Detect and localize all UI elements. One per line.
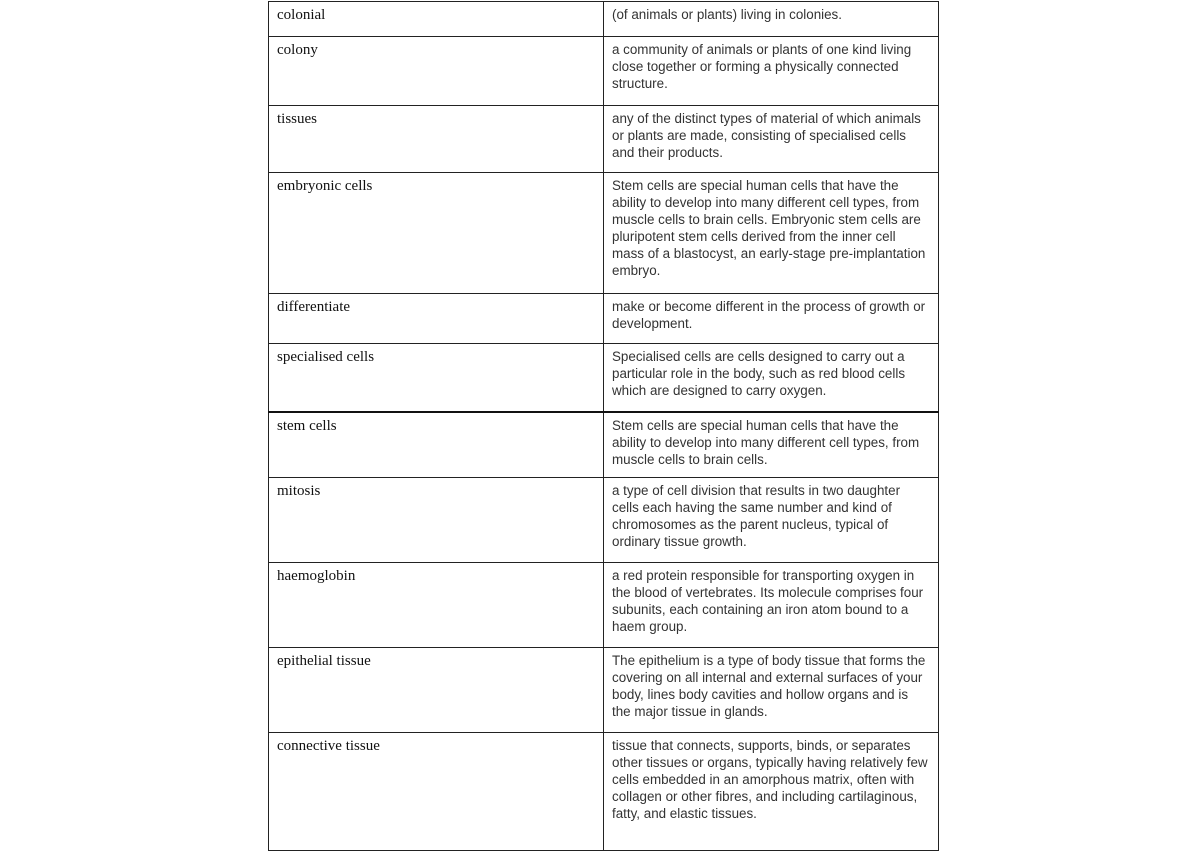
term-cell: epithelial tissue [269,648,604,733]
definition-cell: The epithelium is a type of body tissue that forms the covering on all internal and external surfaces of your body, lines body cavities and hollow organs and is the major tissue in glands. [604,648,939,733]
term-cell: colony [269,37,604,106]
table-row [269,563,939,648]
table-row [269,173,939,294]
definition-cell: Stem cells are special human cells that have the ability to develop into many different cell types, from muscle cells to brain cells. [604,412,939,478]
term-cell: embryonic cells [269,173,604,294]
term-cell: tissues [269,106,604,173]
table-row [269,294,939,344]
table-row [269,37,939,106]
term-cell: mitosis [269,478,604,563]
definition-cell: (of animals or plants) living in colonies. [604,2,939,37]
table-row [269,106,939,173]
table-row [269,412,939,478]
definition-cell: any of the distinct types of material of which animals or plants are made, consisting of specialised cells and their products. [604,106,939,173]
table-row [269,344,939,412]
definition-cell: Specialised cells are cells designed to carry out a particular role in the body, such as red blood cells which are designed to carry oxygen. [604,344,939,412]
definition-cell: a type of cell division that results in two daughter cells each having the same number and kind of chromosomes as the parent nucleus, typical of ordinary tissue growth. [604,478,939,563]
glossary-table [268,1,939,851]
table-row [269,2,939,37]
table-row [269,478,939,563]
term-cell: specialised cells [269,344,604,412]
definition-cell: make or become different in the process of growth or development. [604,294,939,344]
term-cell: differentiate [269,294,604,344]
term-cell: stem cells [269,412,604,478]
term-cell: colonial [269,2,604,37]
definition-cell: Stem cells are special human cells that have the ability to develop into many different cell types, from muscle cells to brain cells. Embryonic stem cells are pluripotent stem cells derived from the inner cell mass of a blastocyst, an early-stage pre-implantation embryo. [604,173,939,294]
table-row [269,733,939,851]
definition-cell: tissue that connects, supports, binds, or separates other tissues or organs, typically having relatively few cells embedded in an amorphous matrix, often with collagen or other fibres, and including cartilaginous, fatty, and elastic tissues. [604,733,939,851]
term-cell: haemoglobin [269,563,604,648]
definition-cell: a red protein responsible for transporting oxygen in the blood of vertebrates. Its molecule comprises four subunits, each containing an iron atom bound to a haem group. [604,563,939,648]
table-row [269,648,939,733]
term-cell: connective tissue [269,733,604,851]
definition-cell: a community of animals or plants of one kind living close together or forming a physically connected structure. [604,37,939,106]
